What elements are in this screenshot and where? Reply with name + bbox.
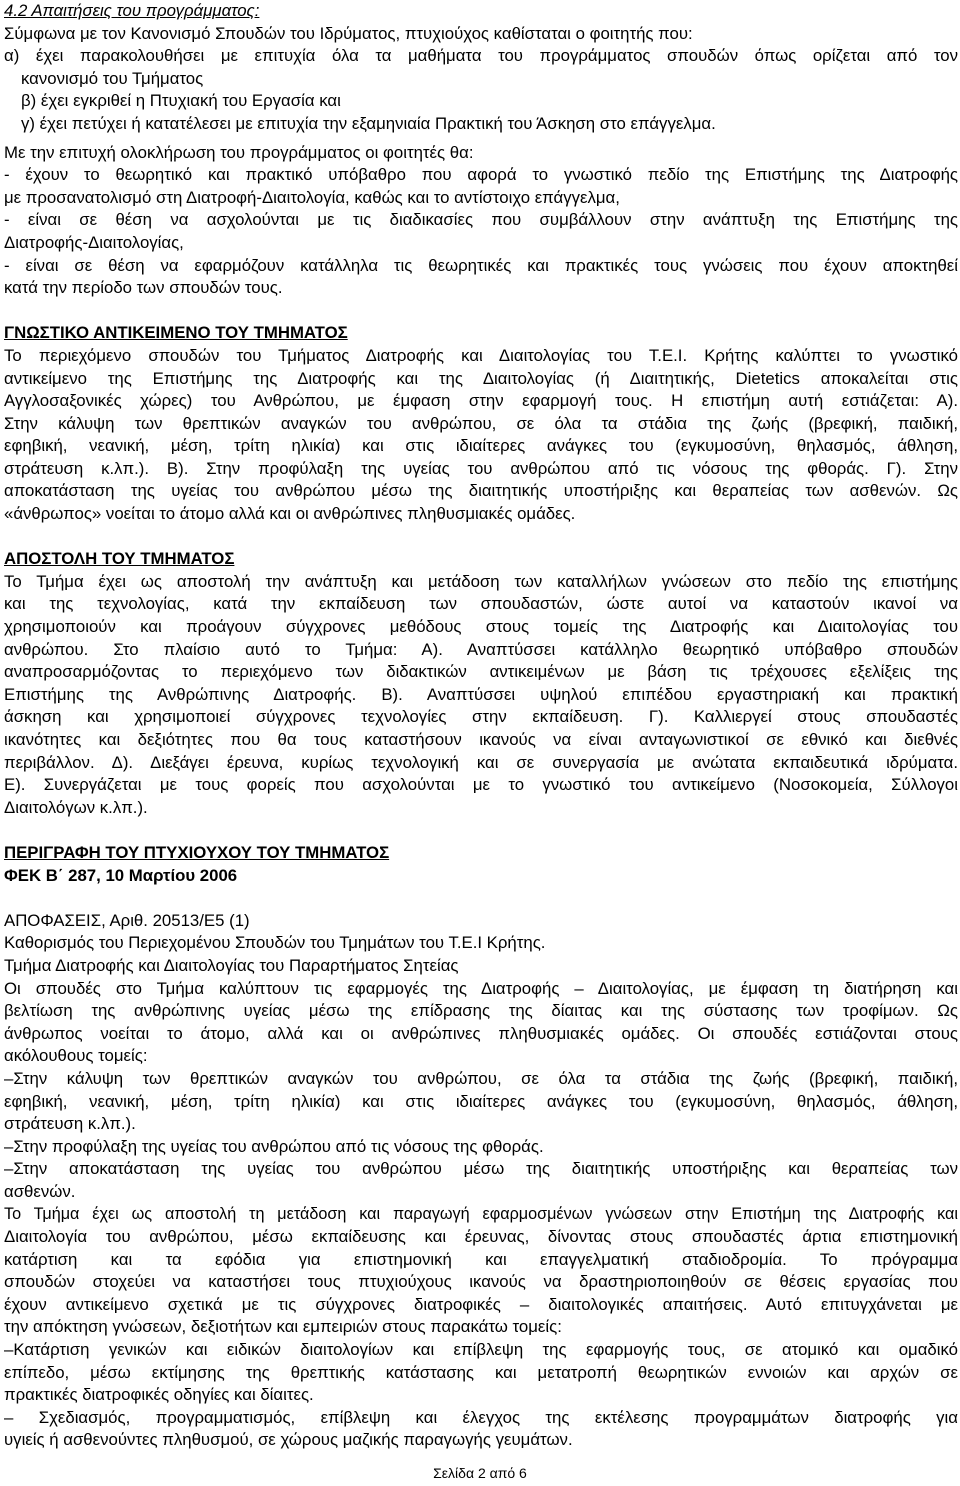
list-item: εφηβική, νεανική, μέση, τρίτη ηλικία) και στις ιδιαίτερες ανάγκες του (εγκυμοσύνη, θηλασμός, άθληση,: [4, 1091, 958, 1111]
paragraph-line: περιβάλλον. Δ). Διεξάγει έρευνα, κυρίως τεχνολογική και σε συνεργασία με ανώτατα εκπαιδευτικά ιδρύματα.: [4, 752, 958, 772]
paragraph-line: βελτίωση της ανθρώπινης υγείας μέσω της επίδρασης της δίαιτας και της σύστασης των τροφίμων. Ως: [4, 1001, 958, 1021]
paragraph-line: κανονισμό του Τμήματος: [21, 68, 204, 88]
page-footer: Σελίδα 2 από 6: [433, 1465, 527, 1481]
paragraph-line: Οι σπουδές στο Τμήμα καλύπτουν τις εφαρμογές της Διατροφής – Διαιτολογίας, με έμφαση τη διατήρηση και: [4, 978, 958, 998]
paragraph-line: Το Τμήμα έχει ως αποστολή την ανάπτυξη και μετάδοση των καταλλήλων γνώσεων στο πεδίο της επιστήμης: [4, 571, 958, 591]
paragraph-line: Τμήμα Διατροφής και Διαιτολογίας του Παραρτήματος Σητείας: [4, 955, 459, 975]
list-item: επίπεδο, μέσω εκτίμησης της θρεπτικής κατάστασης και μετατροπή θεωρητικών εννοιών και αρχών σε: [4, 1362, 958, 1382]
list-item: –Στην κάλυψη των θρεπτικών αναγκών του ανθρώπου, σε όλα τα στάδια της ζωής (βρεφική, παιδική,: [4, 1068, 958, 1088]
list-item: –Στην αποκατάσταση της υγείας του ανθρώπου μέσω της διαιτητικής υποστήριξης και θεραπείας των: [4, 1159, 958, 1179]
paragraph-line: Το περιεχόμενο σπουδών του Τμήματος Διατροφής και Διαιτολογίας του Τ.Ε.Ι. Κρήτης καλύπτει το γνωστικό: [4, 345, 958, 365]
paragraph-line: άσκηση και χρησιμοποιεί σύγχρονες τεχνολογίες στην εκπαίδευση. Γ). Καλλιεργεί στους σπουδαστές: [4, 707, 958, 727]
paragraph-line: ανθρώπου. Στο πλαίσιο αυτό το Τμήμα: Α). Αναπτύσσει κατάλληλο θεωρητικό υπόβαθρο σπουδών: [4, 639, 958, 659]
paragraph-line: α) έχει παρακολουθήσει με επιτυχία όλα τα μαθήματα του προγράμματος σπουδών όπως ορίζεται από τον: [4, 46, 958, 66]
section-heading: ΠΕΡΙΓΡΑΦΗ ΤΟΥ ΠΤΥΧΙΟΥΧΟΥ ΤΟΥ ΤΜΗΜΑΤΟΣ: [4, 842, 390, 862]
paragraph-line: Σύμφωνα με τον Κανονισμό Σπουδών του Ιδρύματος, πτυχιούχος καθίσταται ο φοιτητής που:: [4, 23, 693, 43]
section-heading: ΓΝΩΣΤΙΚΟ ΑΝΤΙΚΕΙΜΕΝΟ ΤΟΥ ΤΜΗΜΑΤΟΣ: [4, 323, 348, 343]
paragraph-line: Διατροφής-Διαιτολογίας,: [4, 232, 184, 252]
paragraph-line: β) έχει εγκριθεί η Πτυχιακή του Εργασία και: [21, 91, 341, 111]
list-item: – Σχεδιασμός, προγραμματισμός, επίβλεψη και έλεγχος της εκτέλεσης προγραμμάτων διατροφής για: [4, 1407, 958, 1427]
paragraph-line: - είναι σε θέση να ασχολούνται με τις διαδικασίες που συμβάλλουν στην ανάπτυξη της Επιστήμης της: [4, 210, 958, 230]
paragraph-line: άνθρωπος νοείται το άτομο, αλλά και οι ανθρώπινες πληθυσμιακές ομάδες. Οι σπουδές εστιάζονται στους: [4, 1023, 958, 1043]
paragraph-line: «άνθρωπος» νοείται το άτομο αλλά και οι ανθρώπινες πληθυσμιακές ομάδες.: [4, 504, 576, 524]
paragraph-line: έχουν αντικείμενο σχετικά με τις σύγχρονες διατροφικές – διαιτολογικές απαιτήσεις. Αυτό επιτυγχάνεται με: [4, 1294, 958, 1314]
paragraph-line: κατά την περίοδο των σπουδών τους.: [4, 278, 283, 298]
paragraph-line: αντικείμενο της Επιστήμης της Διατροφής και της Διαιτολογίας (ή Διαιτητικής, Dietetics αποκαλείται στις: [4, 368, 958, 388]
list-item: πρακτικές διατροφικές οδηγίες και δίαιτες.: [4, 1385, 314, 1405]
list-item: υγιείς ή ασθενούντες πληθυσμού, σε χώρους μαζικής παραγωγής γευμάτων.: [4, 1430, 573, 1450]
paragraph-line: και της τεχνολογίας, κατά την εκπαίδευση των σπουδαστών, ώστε αυτοί να καταστούν ικανοί να: [4, 594, 958, 614]
section-outcomes: [4, 142, 958, 300]
paragraph-line: σπουδών στοχεύει να καταστήσει τους πτυχιούχους ικανούς να δραστηριοποιηθούν σε θέσεις εργασίας που: [4, 1272, 958, 1292]
paragraph-line: χρησιμοποιούν και προάγουν σύγχρονες μεθόδους στους τομείς της Διατροφής και Διαιτολογίας του: [4, 617, 958, 637]
paragraph-line: - είναι σε θέση να εφαρμόζουν κατάλληλα τις θεωρητικές και πρακτικές τους γνώσεις που έχουν αποκτηθεί: [4, 255, 958, 275]
paragraph-line: Ε). Συνεργάζεται με τους φορείς που ασχολούνται με το γνωστικό του αντικείμενο (Νοσοκομεία, Σύλλογοι: [4, 775, 958, 795]
section-graduate: [4, 842, 958, 1452]
paragraph-line: Διαιτολογία του ανθρώπου, μέσω εκπαίδευσης και έρευνας, δίνοντας στους σπουδαστές άρτια επιστημονική: [4, 1227, 958, 1247]
list-item: ασθενών.: [4, 1181, 76, 1201]
paragraph-line: - έχουν το θεωρητικό και πρακτικό υπόβαθρο που αφορά το γνωστικό πεδίο της Επιστήμης της Διατροφής: [4, 165, 958, 185]
document-page: [4, 0, 958, 1452]
fek-reference: ΦΕΚ Β΄ 287, 10 Μαρτίου 2006: [4, 865, 238, 885]
paragraph-line: στράτευση κ.λπ.). Β). Στην προφύλαξη της υγείας του ανθρώπου από τις νόσους της φθοράς. Γ). Στην: [4, 458, 958, 478]
list-item: –Κατάρτιση γενικών και ειδικών διαιτολογίων και επίβλεψη της εφαρμογής τους, σε ατομικό και ομαδικό: [4, 1340, 958, 1360]
section-subject: [4, 322, 958, 525]
paragraph-line: Με την επιτυχή ολοκλήρωση του προγράμματος οι φοιτητές θα:: [4, 142, 474, 162]
paragraph-line: Καθορισμός του Περιεχομένου Σπουδών του Τμημάτων του Τ.Ε.Ι Κρήτης.: [4, 933, 546, 953]
section-mission: [4, 548, 958, 819]
paragraph-line: Διαιτολόγων κ.λπ.).: [4, 797, 148, 817]
paragraph-line: ΑΠΟΦΑΣΕΙΣ, Αριθ. 20513/Ε5 (1): [4, 910, 250, 930]
paragraph-line: Στην κάλυψη των θρεπτικών αναγκών του ανθρώπου, σε όλα τα στάδια της ζωής (βρεφική, παιδική,: [4, 413, 958, 433]
paragraph-line: ακόλουθους τομείς:: [4, 1046, 148, 1066]
paragraph-line: γ) έχει πετύχει ή κατατέλεσει με επιτυχία την εξαμηνιαία Πρακτική του Άσκηση στο επάγγελμα.: [21, 113, 716, 133]
list-item: στράτευση κ.λπ.).: [4, 1114, 136, 1134]
paragraph-line: ικανότητες και δεξιότητες που θα τους καταστήσουν ικανούς να είναι ανταγωνιστικοί σε εθνικό και διεθνές: [4, 730, 958, 749]
paragraph-line: Το Τμήμα έχει ως αποστολή τη μετάδοση και παραγωγή εφαρμοσμένων γνώσεων στην Επιστήμη της Διατροφής και: [4, 1205, 958, 1224]
paragraph-line: αναπροσαρμόζοντας το περιεχόμενο των διδακτικών αντικειμένων με βάση τις τρέχουσες εξελίξεις της: [4, 662, 958, 682]
paragraph-line: Επιστήμης της Ανθρώπινης Διατροφής. Β). Αναπτύσσει υψηλού επιπέδου εργαστηριακή και πρακτική: [4, 684, 958, 704]
paragraph-line: κατάρτιση και τα εφόδια για επιστημονική και επαγγελματική σταδιοδρομία. Το πρόγραμμα: [4, 1249, 958, 1269]
section-requirements: [4, 0, 958, 136]
section-heading: ΑΠΟΣΤΟΛΗ ΤΟΥ ΤΜΗΜΑΤΟΣ: [4, 549, 235, 569]
paragraph-line: την απόκτηση γνώσεων, δεξιοτήτων και εμπειριών στους παρακάτω τομείς:: [4, 1317, 562, 1337]
paragraph-line: Αγγλοσαξονικές χώρες) του Ανθρώπου, με έμφαση στην εφαρμογή τους. Η επιστήμη αυτή εστιάζεται: Α).: [4, 391, 958, 411]
paragraph-line: αποκατάσταση της υγείας του ανθρώπου μέσω της διαιτητικής υποστήριξης και θεραπείας των ασθενών. Ως: [4, 481, 958, 501]
list-item: –Στην προφύλαξη της υγείας του ανθρώπου από τις νόσους της φθοράς.: [4, 1136, 544, 1156]
paragraph-line: εφηβική, νεανική, μέση, τρίτη ηλικία) και στις ιδιαίτερες ανάγκες του (εγκυμοσύνη, θηλασμός, άθληση,: [4, 436, 958, 456]
section-title: 4.2 Απαιτήσεις του προγράμματος:: [4, 1, 260, 20]
paragraph-line: με προσανατολισμό στη Διατροφή-Διαιτολογία, καθώς και το αντίστοιχο επάγγελμα,: [4, 187, 620, 207]
